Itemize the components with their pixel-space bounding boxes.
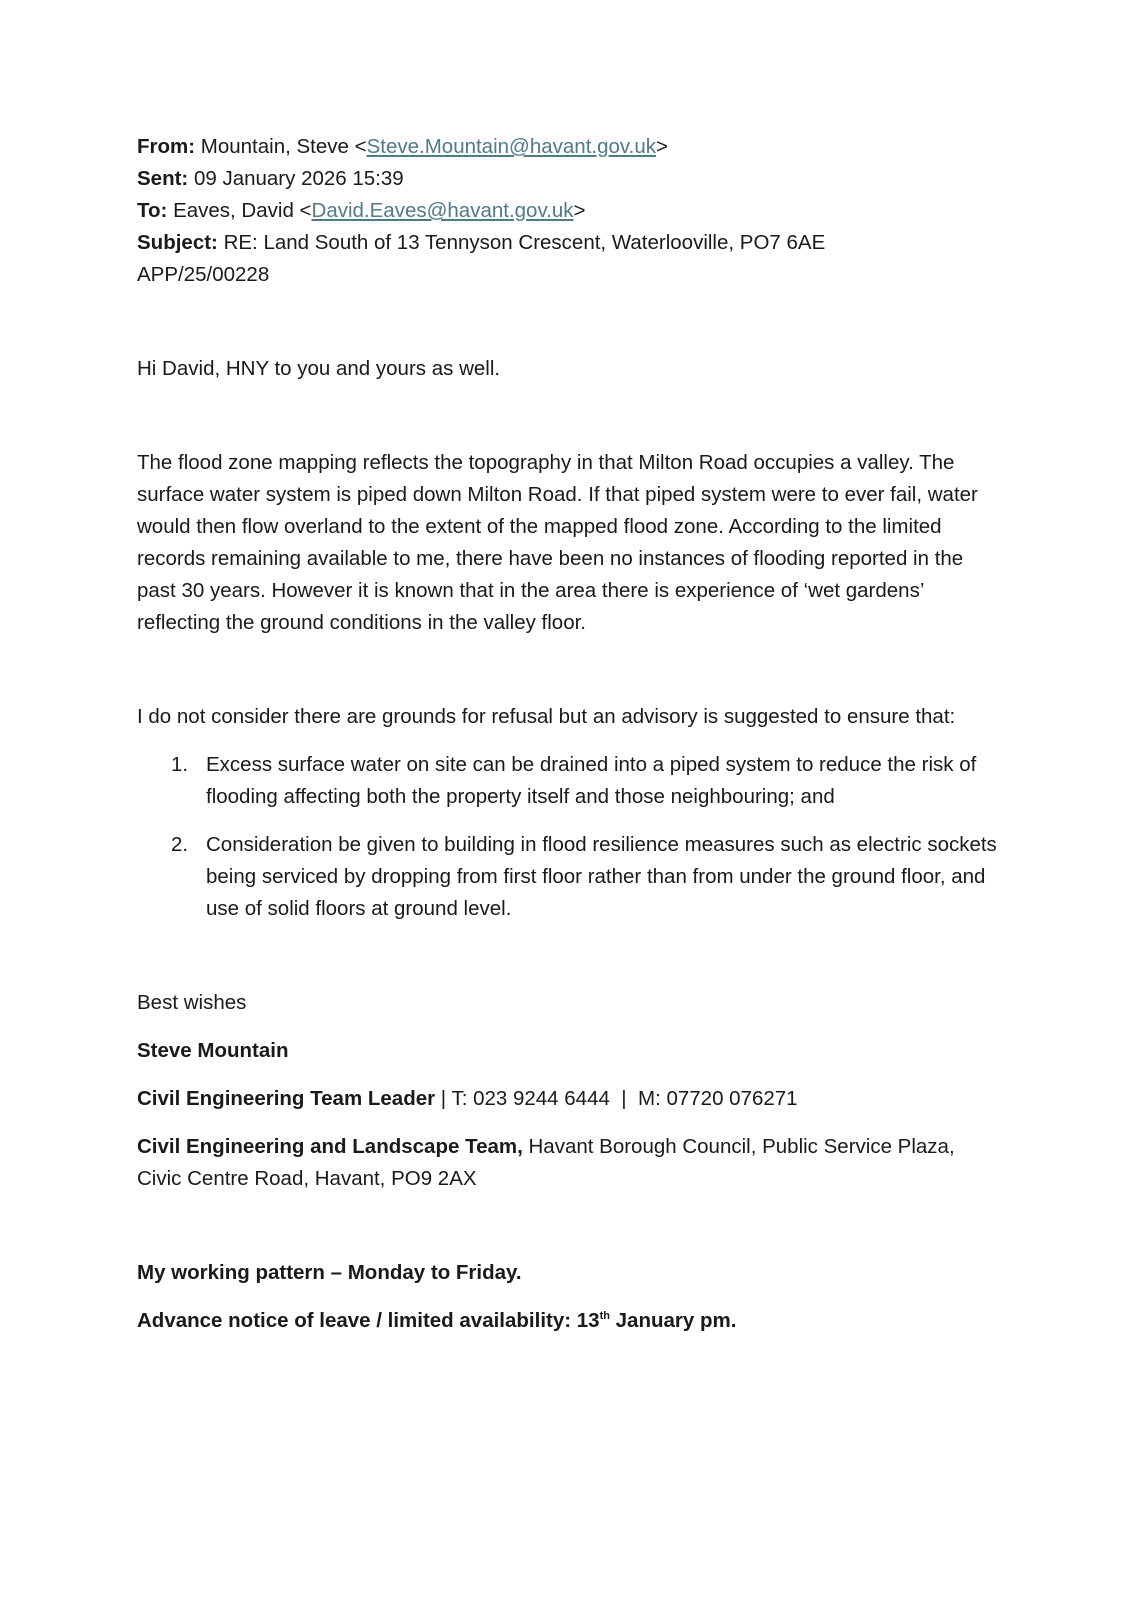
to-email-link[interactable]: David.Eaves@havant.gov.uk [311,199,574,222]
to-label: To: [137,199,168,222]
leave-notice-sup: th [599,1310,610,1323]
list-item-number: 2. [171,833,189,856]
sent-label: Sent: [137,167,189,190]
from-email-link[interactable]: Steve.Mountain@havant.gov.uk [366,135,656,158]
greeting: Hi David, HNY to you and yours as well. [137,357,501,380]
from-line [137,131,997,163]
to-close: > [573,199,586,222]
sent-line [137,163,997,195]
list-item-number: 1. [171,753,189,776]
subject-line [137,227,997,259]
subject-value: RE: Land South of 13 Tennyson Crescent, Waterlooville, PO7 6AE [223,231,826,254]
from-close: > [655,135,668,158]
advisory-intro: I do not consider there are grounds for refusal but an advisory is suggested to ensure that: [137,705,956,728]
email-header [137,131,997,291]
list-item [137,749,997,813]
signature-block [137,987,997,1337]
sent-value: 09 January 2026 15:39 [193,167,404,190]
signature-name: Steve Mountain [137,1039,289,1062]
signature-team: Civil Engineering and Landscape Team, [137,1135,523,1158]
list-item-text: Excess surface water on site can be drained into a piped system to reduce the risk of flooding affecting both the property itself and those neighbouring; and [206,753,977,808]
email-document [137,131,997,1353]
list-item [137,829,997,925]
signature-title: Civil Engineering Team Leader [137,1087,436,1110]
subject-label: Subject: [137,231,218,254]
flood-paragraph: The flood zone mapping reflects the topography in that Milton Road occupies a valley. The surface water system is piped down Milton Road. If that piped system were to ever fail, water would then flow overland to the extent of the mapped flood zone. According to the limited records remaining available to me, there have been no instances of flooding reported in the past 30 years. However it is known that in the area there is experience of ‘wet gardens’ reflecting the ground conditions in the valley floor. [137,451,978,634]
from-name: Mountain, Steve < [200,135,367,158]
to-line [137,195,997,227]
advisory-list [137,749,997,925]
from-label: From: [137,135,196,158]
signature-address-line [137,1131,997,1195]
signature-address: Havant Borough Council, Public Service Plaza, Civic Centre Road, Havant, PO9 2AX [137,1135,955,1190]
subject-reference: APP/25/00228 [137,263,270,286]
closing: Best wishes [137,991,247,1014]
list-item-text: Consideration be given to building in flood resilience measures such as electric sockets being serviced by dropping from first floor rather than from under the ground floor, and use of solid floors at ground level. [206,833,997,920]
to-name: Eaves, David < [173,199,312,222]
leave-notice-suffix: January pm. [609,1309,737,1332]
leave-notice [137,1305,997,1337]
working-pattern: My working pattern – Monday to Friday. [137,1261,522,1284]
signature-title-line [137,1083,997,1115]
signature-contact: | T: 023 9244 6444 | M: 07720 076271 [435,1087,798,1110]
leave-notice-prefix: Advance notice of leave / limited availability: 13 [137,1309,600,1332]
